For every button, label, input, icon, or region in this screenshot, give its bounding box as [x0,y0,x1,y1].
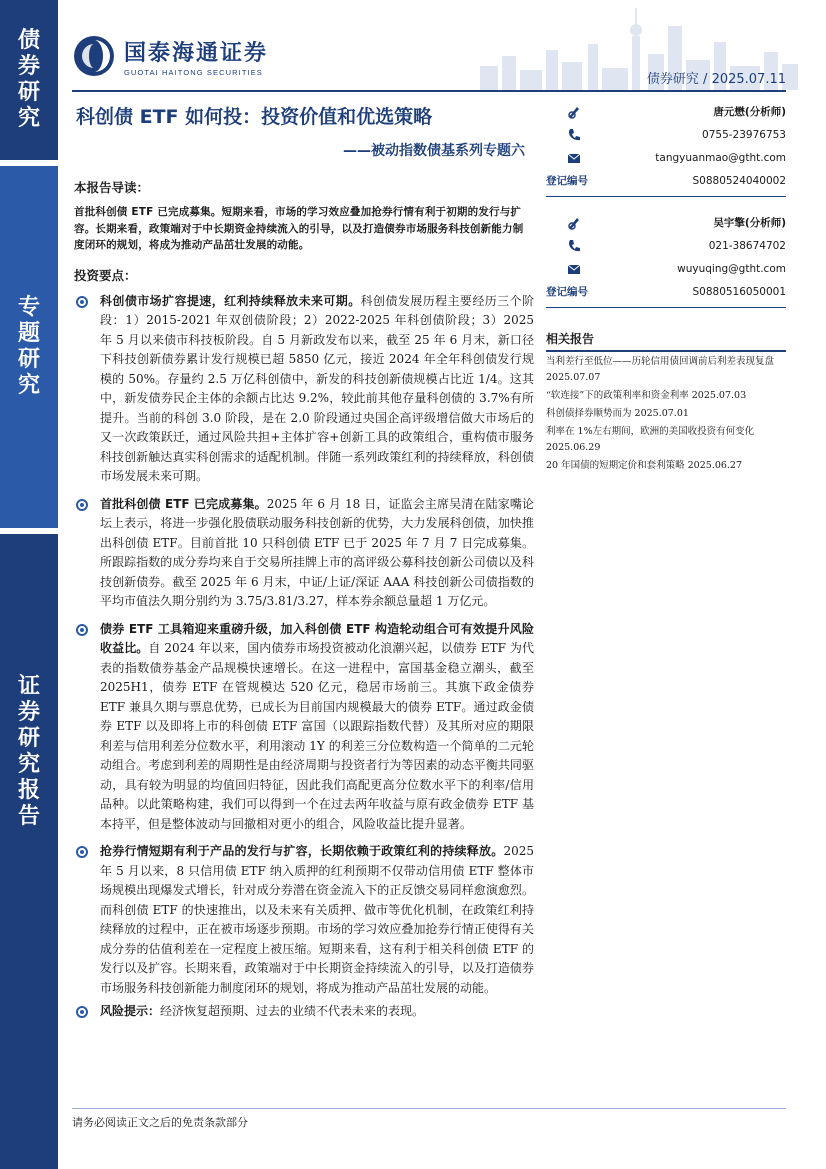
company-logo [72,34,268,78]
logo-mark-icon [72,34,116,78]
key-point [74,620,534,835]
bullet-icon [76,499,88,511]
report-title: 科创债 ETF 如何投：投资价值和优选策略 [76,106,433,128]
related-report-item[interactable]: 利率在 1%左右期间，欧洲的美国收投资有何变化 2025.06.29 [546,426,755,453]
registration-label: 登记编号 [546,175,588,187]
key-point [74,495,534,612]
analyst-name: 唐元懋(分析师) [713,106,786,118]
disclaimer-footer: 请务必阅读正文之后的免责条款部分 [72,1116,248,1129]
sidebar-char: 告 [17,803,40,829]
footer-divider [72,1108,786,1109]
key-point-body: 自 2024 年以来，国内债券市场投资被动化浪潮兴起，以债券 ETF 为代表的指数债券基金产品规模快速增长。在这一进程中，富国基金稳立潮头，截至 2025H1，债券 ETF 在管规模达 520 亿元，稳居市场前三。其旗下政金债券 ETF 兼具久期与票息优势，已成长为目前国内规模最大的债券 ETF。通过政金债券 ETF 以及即将上市的科创债 ETF 富国（以跟踪指数代替）及其所对应的期限利差与信用利差分位数水平，利用滚动 1Y 的利差三分位数构造一个简单的二元轮动组合。考虑到利差的周期性是由经济周期与投资者行为等因素的动态平衡共同驱动，具有较为明显的均值回归特征，因此我们高配更高分位数水平下的利率/信用品种。以此策略构建，我们可以得到一个在过去两年收益与原有政金债券 ETF 基本持平，但是整体波动与回撤相对更小的组合，风险收益比提升显著。 [100,641,534,831]
related-report-item[interactable]: 科创债择券顺势而为 2025.07.01 [546,408,689,419]
registration-number: S0880516050001 [692,285,786,298]
related-report-item[interactable]: “软连接”下的政策利率和资金利率 2025.07.03 [546,390,747,401]
sidebar-char: 债 [17,28,40,53]
sidebar-char: 研 [17,725,40,751]
sidebar-block-securities-report [0,534,58,1169]
pen-icon [566,104,582,120]
analyst-divider [546,196,786,197]
key-point [74,842,534,998]
sidebar-char: 券 [17,54,40,79]
registration-label: 登记编号 [546,286,588,298]
intro-text: 首批科创债 ETF 已完成募集。短期来看，市场的学习效应叠加抢券行情有利于初期的发行与扩容。长期来看，政策端对于中长期资金持续流入的引导，以及打造债券市场服务科技创新能力制度闭环的规划，将成为推动产品茁壮发展的动能。 [74,206,524,251]
sidebar-char: 证 [17,673,40,699]
key-point-body: 2025 年 5 月以来，8 只信用债 ETF 纳入质押的红利预期不仅带动信用债 ETF 整体市场规模出现爆发式增长，针对成分券潜在资金流入下的正反馈交易同样愈演愈烈。而科创债 ETF 的快速推出，以及未来有关质押、做市等优化机制，在政策红利持续释放的过程中，正在被市场逐步预期。市场的学习效应叠加抢券行情正使得有关成分券的估值利差在一定程度上被压缩。短期来看，这有利于相关科创债 ETF 的发行以及扩容。长期来看，政策端对于中长期资金持续流入的引导，以及打造债券市场服务科技创新能力制度闭环的规划，将成为推动产品茁壮发展的动能。 [100,844,534,995]
right-column [546,96,786,474]
pen-icon [566,215,582,231]
analyst-card [546,207,786,308]
key-point-lead: 首批科创债 ETF 已完成募集。 [100,496,267,511]
key-point [74,292,534,487]
key-point-lead: 科创债市场扩容提速，红利持续释放未来可期。 [100,293,361,308]
analyst-email[interactable]: tangyuanmao@gtht.com [655,151,786,164]
key-point-lead: 抢券行情短期有利于产品的发行与扩容，长期依赖于政策红利的持续释放。 [100,844,504,858]
analyst-card [546,96,786,197]
analyst-phone: 021-38674702 [708,239,786,252]
risk-warning [74,1002,534,1021]
related-report-item[interactable]: 当利差行至低位——历轮信用债回调前后利差表现复盘 2025.07.07 [546,356,775,383]
key-points-heading: 投资要点： [74,267,137,283]
sidebar-char: 报 [17,777,40,803]
key-point-body: 科创债发展历程主要经历三个阶段：1）2015-2021 年双创债阶段；2）2022-2025 年科创债阶段；3）2025 年 5 月以来债市科技板阶段。自 5 月新政发布以来，截至 25 年 6 月末，新口径下科技创新债券累计发行规模已超 5850 亿元，接近 2024 年全年科创债发行规模的 50%。存量约 2.5 万亿科创债中，新发的科技创新债规模占比近 1/4。这其中，新发债券民企主体的余额占比达 9.2%，较此前其他存量科创债的 3.7%有所提升。当前的科创 3.0 阶段，是在 2.0 阶段通过央国企高评级增信做大市场后的又一次政策跃迁，通过风险共担+主体扩容+创新工具的政策组合，重构债市服务科技创新触达真实科创需求的适配机制。伴随一系列政策红利的持续释放，科创债市场发展未来可期。 [100,293,534,483]
left-sidebar [0,0,58,1169]
analyst-email[interactable]: wuyuqing@gtht.com [677,262,786,275]
header-divider [72,90,786,92]
main-content [74,178,534,1021]
sidebar-char: 券 [17,699,40,725]
logo-english-name: GUOTAI HAITONG SECURITIES [124,67,263,77]
risk-body: 经济恢复超预期、过去的业绩不代表未来的表现。 [160,1004,425,1018]
intro-heading: 本报告导读： [74,180,150,195]
email-icon [566,150,582,166]
phone-icon [566,127,582,143]
phone-icon [566,238,582,254]
bullet-icon [76,624,88,636]
sidebar-char: 究 [17,106,40,131]
sidebar-block-bond-research [0,0,58,160]
sidebar-char: 研 [17,80,40,105]
sidebar-char: 究 [17,373,40,398]
related-reports [546,330,786,474]
logo-chinese-name: 国泰海通证券 [124,40,269,66]
analyst-divider [546,307,786,308]
sidebar-char: 研 [17,347,40,372]
bullet-icon [76,846,88,858]
sidebar-char: 专 [17,295,40,320]
risk-lead: 风险提示： [100,1004,161,1018]
related-report-item[interactable]: 20 年国债的短期定价和套利策略 2025.06.27 [546,460,743,471]
analyst-name: 吴宇擎(分析师) [713,217,786,229]
sidebar-char: 题 [17,321,40,346]
analyst-phone: 0755-23976753 [702,128,786,141]
report-subtitle: ——被动指数债基系列专题六 [343,143,525,159]
related-reports-title: 相关报告 [546,330,786,352]
bullet-icon [76,1006,88,1018]
bullet-icon [76,296,88,308]
sidebar-char: 究 [17,751,40,777]
key-point-lead: 债券 ETF 工具箱迎来重磅升级，加入科创债 ETF 构造轮动组合可有效提升风险收益比。 [100,621,534,655]
key-point-body: 2025 年 6 月 18 日，证监会主席吴清在陆家嘴论坛上表示，将进一步强化股债联动服务科技创新的优势，大力发展科创债，加快推出科创债 ETF。目前首批 10 只科创债 ETF 已于 2025 年 7 月 7 日完成募集。所跟踪指数的成分券均来自于交易所挂牌上市的高评级公募科技创新公司债以及科技创新债券。截至 2025 年 6 月末，中证/上证/深证 AAA 科技创新公司债指数的平均市值法久期分别约为 3.75/3.81/3.27，样本券余额总量超 1 万亿元。 [100,496,534,608]
registration-number: S0880524040002 [692,174,786,187]
report-category-date: 债券研究 / 2025.07.11 [646,72,786,87]
sidebar-block-special-research [0,166,58,528]
email-icon [566,261,582,277]
